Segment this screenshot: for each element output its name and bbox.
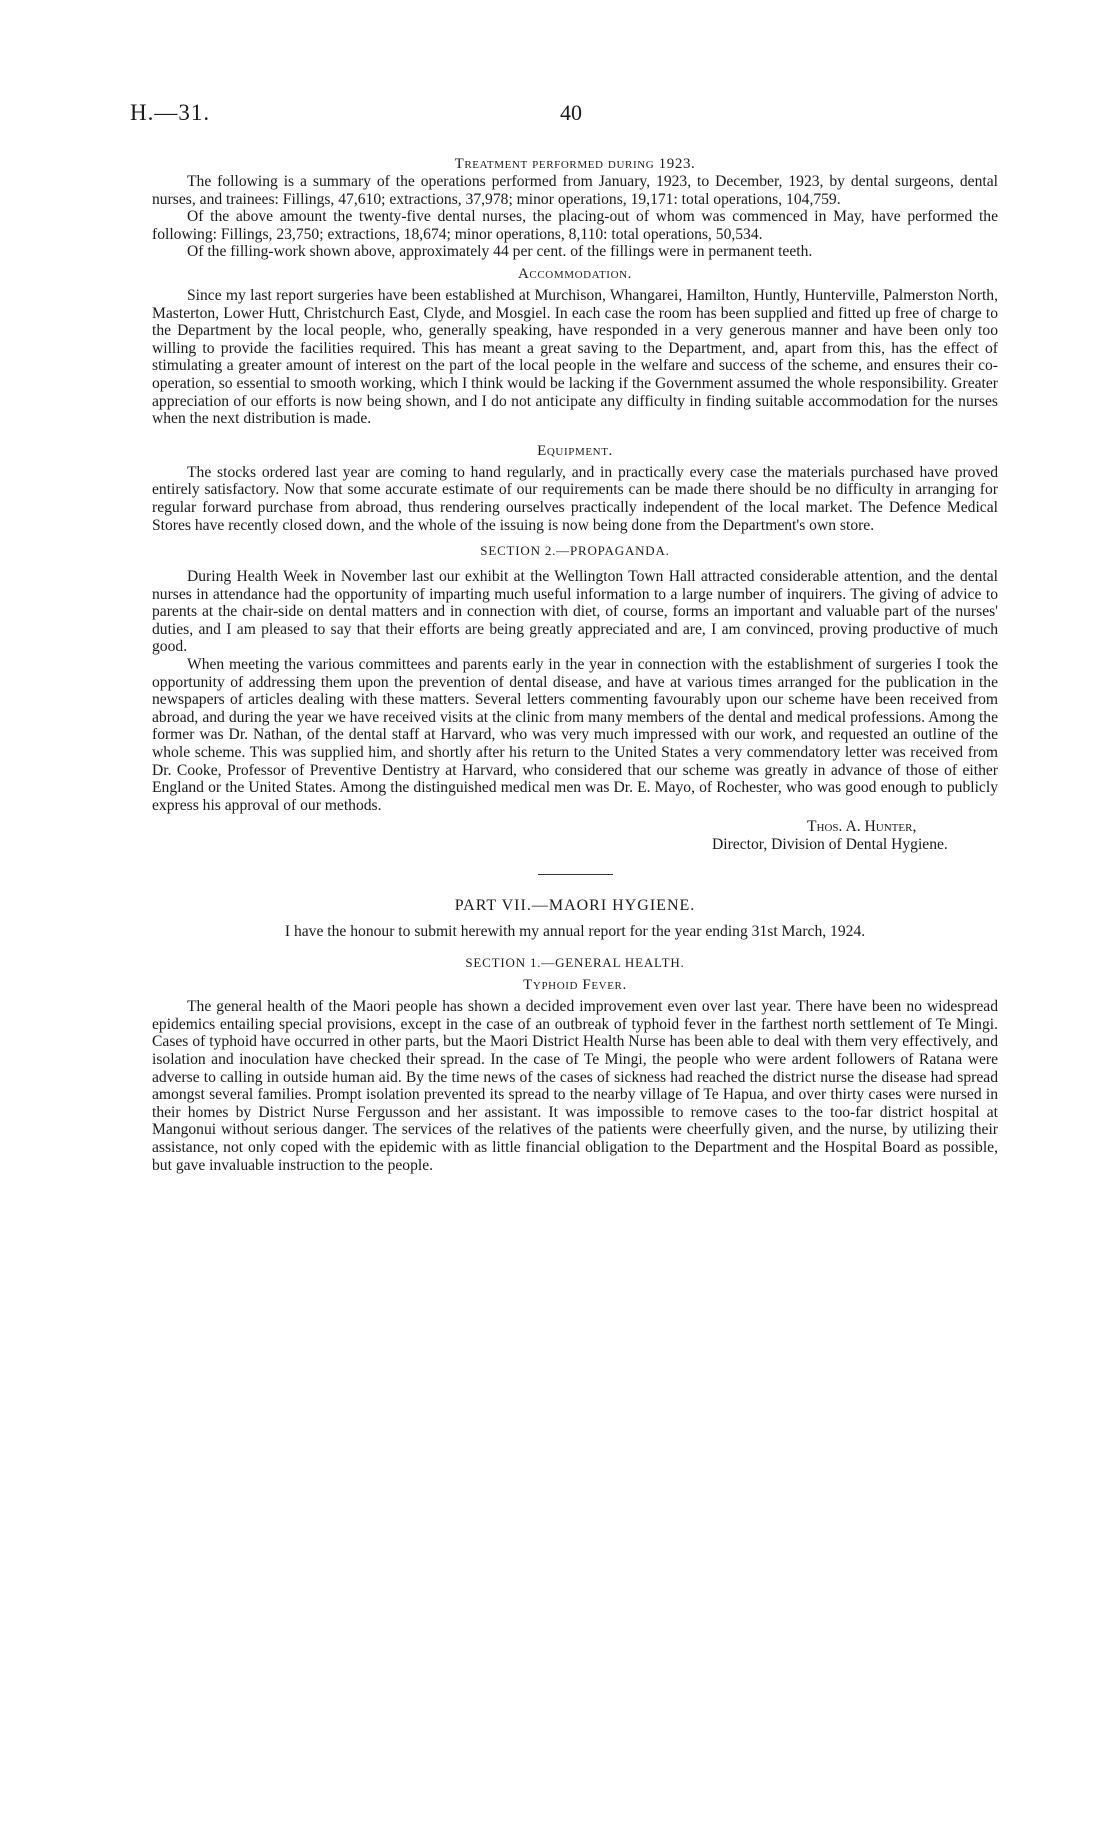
propaganda-paragraph-1: During Health Week in November last our exhibit at the Wellington Town Hall attracted considerable attention, and the dental nurses in attendance had the opportunity of imparting much useful information to a large number of inquirers. The giving of advice to parents at the chair-side on dental matters and in connection with diet, of course, forms an important and valuable part of the nurses' duties, and I am pleased to say that their efforts are being greatly appreciated and are, I am convinced, proving productive of much good. [152,568,998,656]
equipment-heading: Equipment. [537,442,613,459]
equipment-paragraph: The stocks ordered last year are coming to hand regularly, and in practically every case the materials purchased have proved entirely satisfactory. Now that some accurate estimate of our requirements can be made there should be no difficulty in arranging for regular forward purchase from abroad, thus rendering ourselves practically independent of the local market. The Defence Medical Stores have recently closed down, and the whole of the issuing is now being done from the Department's own store. [152,463,998,534]
treatment-heading: Treatment performed during 1923. [454,156,696,172]
general-health-heading: SECTION 1.—GENERAL HEALTH. [465,955,685,971]
signature-title: Director, Division of Dental Hygiene. [712,836,948,853]
treatment-paragraph-1: The following is a summary of the operations performed from January, 1923, to December, 1923, by dental surgeons, dental nurses, and trainees: Fillings, 47,610; extractions, 37,978; minor operations, 19,171: total operations, 104,759. [152,173,998,208]
treatment-paragraph-3: Of the filling-work shown above, approximately 44 per cent. of the fillings were in permanent teeth. [187,243,813,261]
page-content [152,155,998,1174]
part-heading: PART VII.—MAORI HYGIENE. [454,896,696,914]
report-intro: I have the honour to submit herewith my annual report for the year ending 31st March, 1924. [284,922,866,940]
signature-name: Thos. A. Hunter, [807,818,917,836]
typhoid-paragraph: The general health of the Maori people has shown a decided improvement even over last year. There have been no widespread epidemics entailing special provisions, except in the case of an outbreak of typhoid fever in the farthest north settlement of Te Mingi. Cases of typhoid have occurred in other parts, but the Maori District Health Nurse has been able to deal with them very effectively, and isolation and inoculation have checked their spread. In the case of Te Mingi, the people who were ardent followers of Ratana were adverse to calling in outside human aid. By the time news of the cases of sickness had reached the district nurse the disease had spread amongst several families. Prompt isolation prevented its spread to the nearby village of Te Hapua, and over thirty cases were nursed in their homes by District Nurse Fergusson and her assistant. It was impossible to remove cases to the too-far district hospital at Mangonui without serious danger. The services of the relatives of the patients were cheerfully given, and the nurse, by utilizing their assistance, not only coped with the epidemic with as little financial obligation to the Department and the Hospital Board as possible, but gave invaluable instruction to the people. [152,998,998,1174]
page-code: H.—31. [130,100,211,125]
propaganda-paragraph-2: When meeting the various committees and parents early in the year in connection with the establishment of surgeries I took the opportunity of addressing them upon the prevention of dental disease, and have at various times arranged for the publication in the newspapers of articles dealing with these matters. Several letters commenting favourably upon our scheme have been received from abroad, and during the year we have received visits at the clinic from many members of the dental and medical professions. Among the former was Dr. Nathan, of the dental staff at Harvard, who was very much impressed with our work, and requested an outline of the whole scheme. This was supplied him, and shortly after his return to the United States a very commendatory letter was received from Dr. Cooke, Professor of Preventive Dentistry at Harvard, who considered that our scheme was greatly in advance of those of either England or the United States. Among the distinguished medical men was Dr. E. Mayo, of Rochester, who was good enough to publicly express his approval of our methods. [152,656,998,814]
signature-block [712,818,998,853]
treatment-paragraph-2: Of the above amount the twenty-five dental nurses, the placing-out of whom was commenced in May, have performed the following: Fillings, 23,750; extractions, 18,674; minor operations, 8,110: total operations, 50,534. [152,208,998,243]
typhoid-heading: Typhoid Fever. [523,977,627,994]
accommodation-paragraph: Since my last report surgeries have been established at Murchison, Whangarei, Hamilton, Huntly, Hunterville, Palmerston North, Masterton, Lower Hutt, Christchurch East, Clyde, and Mosgiel. In each case the room has been supplied and fitted up free of charge to the Department by the local people, who, generally speaking, have responded in a very generous manner and have been only too willing to provide the facilities required. This has meant a great saving to the Department, and, apart from this, has the effect of stimulating a greater amount of interest on the part of the local people in the welfare and success of the scheme, and ensures their co-operation, so essential to smooth working, which I think would be lacking if the Government assumed the whole responsibility. Greater appreciation of our efforts is now being shown, and I do not anticipate any difficulty in finding suitable accommodation for the nurses when the next distribution is made. [152,286,998,428]
propaganda-heading: SECTION 2.—PROPAGANDA. [480,543,670,559]
page-header [130,100,984,130]
accommodation-heading: Accommodation. [517,265,633,282]
section-divider [538,874,613,875]
page-number: 40 [560,100,582,125]
